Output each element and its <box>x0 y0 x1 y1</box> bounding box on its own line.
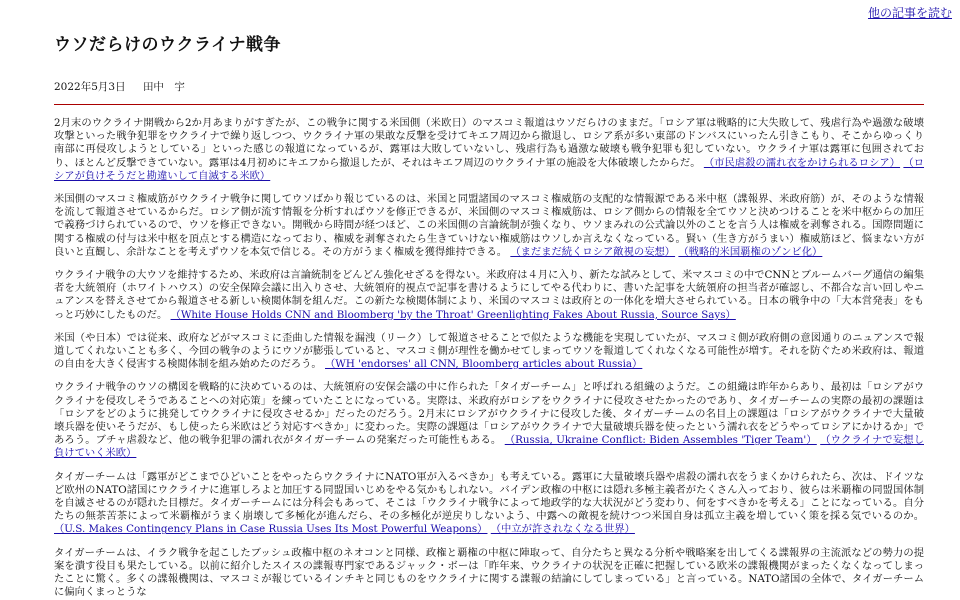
source-link[interactable]: （WH 'endorses' all CNN, Bloomberg articles about Russia） <box>325 358 643 371</box>
article-paragraph <box>54 269 924 322</box>
article-paragraph <box>54 117 924 183</box>
article-paragraph <box>54 471 924 537</box>
paragraph-text: ウクライナ戦争の大ウソを維持するため、米政府は言論統制をどんどん強化せざるを得ない。米政府は４月に入り、新たな試みとして、米マスコミの中でCNNとブルームバーグ通信の編集者を大統領府（ホワイトハウス）の安全保障会議に出入りさせ、大統領府的視点で記事を書けるようにしてやる代わりに、書いた記事を大統領府の担当者が確認し、不都合な言い回しやニュアンスを替えさせてから報道させる新しい検閲体制を組んだ。この新たな検閲体制により、米国のマスコミは政府との一体化を増大させられている。日本の戦争中の「大本営発表」をもっと巧妙にしたものだ。 <box>54 269 924 321</box>
article-date: 2022年5月3日 <box>54 81 126 93</box>
paragraph-text: ウクライナ戦争のウソの構図を戦略的に決めているのは、大統領府の安保会議の中に作られた「タイガーチーム」と呼ばれる組織のようだ。この組織は昨年からあり、最初は「ロシアがウクライナを侵攻しそうであることへの対応策」を練っていたことになっている。実際は、米政府がロシアをウクライナに侵攻させたかったのであり、タイガーチームの実際の最初の課題は「ロシアをどのように挑発してウクライナに侵攻させるか」だったのだろう。2月末にロシアがウクライナに侵攻した後、タイガーチームの名目上の課題は「ロシアがウクライナで大量破壊兵器を使いそうだが、もし使ったら米欧はどう対応すべきか」に変わった。実際の課題は「ロシアがウクライナで大量破壊兵器を使ったという濡れ衣をどうやってロシアにかけるか」であろう。ブチャ虐殺など、他の戦争犯罪の濡れ衣がタイガーチームの発案だった可能性もある。 <box>54 381 924 447</box>
related-article-link[interactable]: （ウクライナで妄想し負けていく米欧） <box>54 434 924 460</box>
related-article-link[interactable]: （戦略的米国覇権のゾンビ化） <box>678 245 823 258</box>
other-articles-link[interactable]: 他の記事を読む <box>867 6 952 20</box>
article-paragraph <box>54 381 924 460</box>
article <box>54 30 924 600</box>
article-paragraph <box>54 332 924 372</box>
article-paragraph <box>54 193 924 259</box>
related-article-link[interactable]: （ロシアが負けそうだと勘違いして自滅する米欧） <box>54 156 925 182</box>
paragraph-text: 米国（や日本）では従来、政府などがマスコミに歪曲した情報を漏洩（リーク）して報道させることで似たような機能を実現していたが、マスコミ側が政府側の意図通りのニュアンスで報道してくれないことも多く、今回の戦争のようにウソが膨張していると、マスコミ側が理性を働かせてしまってウソを報道してくれなくなる可能性が増す。それを防ぐため米政府は、報道の自由を大きく侵害する検閲体制を組み始めたのだろう。 <box>54 331 924 371</box>
paragraph-text: 米国側のマスコミ権威筋がウクライナ戦争に関してウソばかり報じているのは、米国と同盟諸国のマスコミ権威筋の支配的な情報源である米中枢（諜報界、米政府筋）が、そのような情報を流して報道させているからだ。ロシア側が流す情報を分析すればウソを修正できるが、米国側のマスコミ権威筋は、ロシア側からの情報を全てウソと決めつけることを米中枢からの加圧で義務づけられているので、ウソを修正できない。開戦から時間が経つほど、この米国側の言論統制が強くなり、ウソまみれの公式論以外のことを言う人は権威を剥奪される。国際問題に関する権威の付与は米中枢を頂点とする構造になっており、権威を剥奪されたら生きていけない権威筋はウソしか言えなくなっている。賢い（生き方がうまい）権威筋ほど、悩まない方が良いと直観し、余計なことを考えずウソを本気で信じる。その方がうまく権威を獲得維持できる。 <box>54 193 924 258</box>
article-author: 田中 宇 <box>142 81 185 93</box>
paragraph-text: タイガーチームは「露軍がどこまでひどいことをやったらウクライナにNATO軍が入るべきか」も考えている。露軍に大量破壊兵器や虐殺の濡れ衣をうまくかけられたら、次は、ドイツなど欧州のNATO諸国にウクライナに進軍しろよと加圧する同盟国いじめをやる気かもしれない。バイデン政権の中枢には隠れ多極主義者がたくさん入っており、彼らは米覇権の同盟国体制を自滅させるのが隠れた目標だ。タイガーチームには分科会もあって、そこは「ウクライナ戦争によって地政学的な大状況がどう変わり、何をすべきかを考える」ことになっている。自分たちの無茶苦茶によって米覇権がうまく崩壊して多極化が進んだら、その多極化が逆戻りしないよう、中露への敵視を続けつつ米国自身は孤立主義を増していく策を採る気でいるのか。 <box>54 470 924 523</box>
paragraph-text: 2月末のウクライナ開戦から2か月あまりがすぎたが、この戦争に関する米国側（米欧日）のマスコミ報道はウソだらけのままだ。「ロシア軍は戦略的に大失敗して、残虐行為や過激な破壊攻撃といった戦争犯罪をウクライナで繰り返しつつ、ウクライナ軍の果敢な反撃を受けてキエフ周辺から撤退し、ロシア系が多い東部のドンバスにいったん引きこもり、そこからゆっくり南部に再侵攻しようとしている」といった感じの報道になっているが、露軍は大敗していないし、残虐行為も過激な破壊も戦争犯罪も犯していない。ウクライナ軍は露軍に包囲されており、ほとんど反撃できていない。露軍は4月初めにキエフから撤退したが、それはキエフ周辺のウクライナ軍の施設を大体破壊したからだ。 <box>54 117 924 169</box>
source-link[interactable]: （White House Holds CNN and Bloomberg 'by the Throat' Greenlighting Fakes About Russia, Source Says） <box>170 308 736 321</box>
title-divider <box>54 104 924 105</box>
related-article-link[interactable]: （市民虐殺の濡れ衣をかけられるロシア） <box>703 156 901 169</box>
article-meta <box>54 79 924 94</box>
related-article-link[interactable]: （中立が許されなくなる世界） <box>490 523 635 536</box>
related-article-link[interactable]: （まだまだ続くロシア敵視の妄想） <box>510 245 676 258</box>
paragraph-text: タイガーチームは、イラク戦争を起こしたブッシュ政権中枢のネオコンと同様、政権と覇権の中枢に陣取って、自分たちと異なる分析や戦略案を出してくる諜報界の主流派などの勢力の提案を潰す役目も果たしている。以前に紹介したスイスの諜報専門家であるジャック・ボーは「昨年来、ウクライナの状況を正確に把握している欧米の諜報機関がまったくなくなってしまったことに驚く。多くの諜報機関は、マスコミが報じているインチキと同じものをウクライナに関する諜報の結論にしてしまっている」と言っている。NATO諸国の全体で、タイガーチームに偏向くまっとうな <box>54 546 924 599</box>
article-paragraph <box>54 547 924 600</box>
source-link[interactable]: （U.S. Makes Contingency Plans in Case Russia Uses Its Most Powerful Weapons） <box>54 523 488 536</box>
source-link[interactable]: （Russia, Ukraine Conflict: Biden Assembles 'Tiger Team'） <box>504 434 817 447</box>
article-title: ウソだらけのウクライナ戦争 <box>54 35 281 55</box>
